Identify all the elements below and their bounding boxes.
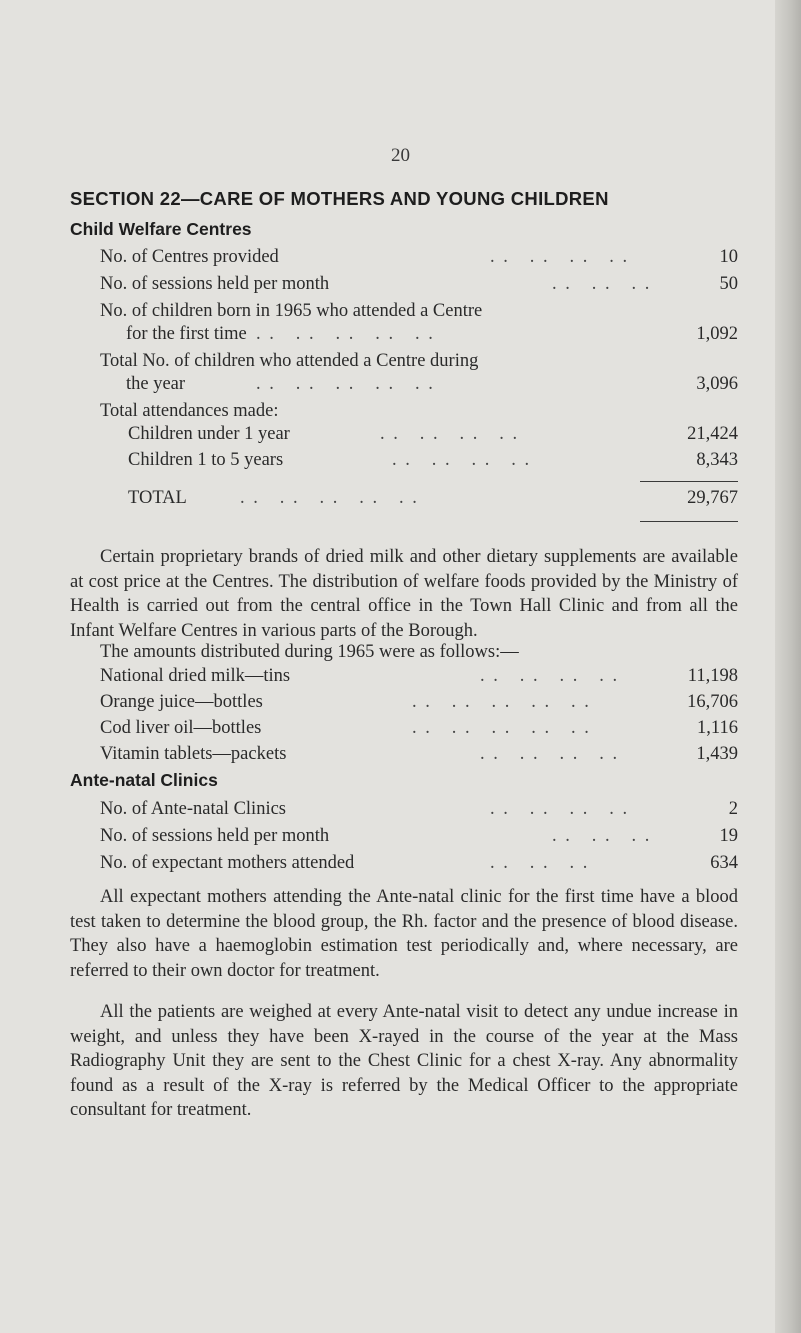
paragraph-weighing-xray: All the patients are weighed at every Ante-natal visit to detect any undue increase in weight, and unless they have been X-rayed in the course of the year at the Mass Radiography Unit they are sent to the Chest Clinic for a chest X-ray. Any abnormality found as a result of the X-ray is referred by the Medical Officer to the appropriate consultant for treatment.	[70, 1002, 738, 1120]
leader-dots: . . . . . . . .	[490, 799, 630, 819]
table-row-continuation	[126, 372, 738, 396]
row-label: for the first time	[126, 324, 247, 344]
table-row	[100, 245, 738, 269]
leader-dots: . . . . . . . .	[392, 450, 532, 470]
row-label: No. of Centres provided	[100, 247, 279, 267]
row-label: Children 1 to 5 years	[128, 450, 284, 470]
table-row-continuation	[126, 322, 738, 346]
leader-dots: . . . . . .	[490, 853, 590, 873]
leader-dots: . . . . . . . .	[490, 247, 630, 267]
section-title: SECTION 22—CARE OF MOTHERS AND YOUNG CHILDREN	[70, 188, 609, 209]
table-row	[100, 851, 738, 875]
row-label: No. of Ante-natal Clinics	[100, 799, 286, 819]
table-row	[100, 399, 738, 423]
leader-dots: . . . . . . . .	[480, 666, 620, 686]
row-value: 2	[728, 799, 738, 819]
leader-dots: . . . . . . . . . .	[256, 374, 435, 394]
leader-dots: . . . . . . . .	[480, 744, 620, 764]
row-value: 8,343	[696, 450, 738, 470]
total-rule-bottom	[640, 521, 738, 522]
table-row	[100, 272, 738, 296]
row-value: 1,116	[697, 718, 738, 738]
distribution-row	[100, 664, 738, 688]
row-label: Cod liver oil—bottles	[100, 718, 262, 738]
row-value: 3,096	[696, 374, 738, 394]
row-value: 11,198	[687, 666, 738, 686]
row-value: 21,424	[687, 424, 738, 444]
row-value: 16,706	[687, 692, 738, 712]
row-label: Orange juice—bottles	[100, 692, 263, 712]
paragraph-welfare-foods: Certain proprietary brands of dried milk and other dietary supplements are available at cost price at the Centres. The distribution of welfare foods provided by the Ministry of Health is carried out from the central office in the Town Hall Clinic and from all the Infant Welfare Centres in various parts of the Borough.	[70, 547, 738, 641]
page-edge-shadow	[775, 0, 801, 1333]
row-label: No. of sessions held per month	[100, 274, 330, 294]
total-rule-top	[640, 481, 738, 482]
table-row	[128, 448, 738, 472]
row-label: the year	[126, 374, 186, 394]
distribution-row	[100, 716, 738, 740]
row-value: 19	[719, 826, 738, 846]
row-label: No. of sessions held per month	[100, 826, 330, 846]
row-label: No. of children born in 1965 who attended a Centre	[100, 301, 483, 321]
leader-dots: . . . . . . . . . .	[412, 692, 591, 712]
row-label: Children under 1 year	[128, 424, 290, 444]
leader-dots: . . . . . .	[552, 826, 652, 846]
distribution-lead: The amounts distributed during 1965 were as follows:—	[100, 642, 519, 662]
row-label: Total No. of children who attended a Centre during	[100, 351, 479, 371]
row-value: 1,439	[696, 744, 738, 764]
leader-dots: . . . . . . . . . .	[412, 718, 591, 738]
row-label: National dried milk—tins	[100, 666, 291, 686]
row-label: Vitamin tablets—packets	[100, 744, 287, 764]
leader-dots: . . . . . .	[552, 274, 652, 294]
table-row	[100, 824, 738, 848]
paragraph-blood-test: All expectant mothers attending the Ante-natal clinic for the first time have a blood test taken to determine the blood group, the Rh. factor and the presence of blood disease. They also have a haemoglobin estimation test periodically and, where necessary, are referred to their own doctor for treatment.	[70, 887, 738, 981]
leader-dots: . . . . . . . .	[380, 424, 520, 444]
distribution-row	[100, 742, 738, 766]
row-value: 634	[710, 853, 738, 873]
distribution-row	[100, 690, 738, 714]
row-value: 50	[719, 274, 738, 294]
table-row	[100, 349, 738, 373]
ante-natal-heading: Ante-natal Clinics	[70, 770, 218, 790]
page-number: 20	[391, 145, 410, 166]
leader-dots: . . . . . . . . . .	[256, 324, 435, 344]
row-value: 10	[719, 247, 738, 267]
leader-dots: . . . . . . . . . .	[240, 488, 419, 508]
total-row	[128, 486, 738, 510]
total-value: 29,767	[687, 488, 738, 508]
row-label: Total attendances made:	[100, 401, 279, 421]
row-value: 1,092	[696, 324, 738, 344]
table-row	[100, 797, 738, 821]
table-row	[100, 299, 738, 323]
row-label: No. of expectant mothers attended	[100, 853, 355, 873]
table-row	[128, 422, 738, 446]
total-label: TOTAL	[128, 488, 187, 508]
child-welfare-heading: Child Welfare Centres	[70, 219, 252, 239]
